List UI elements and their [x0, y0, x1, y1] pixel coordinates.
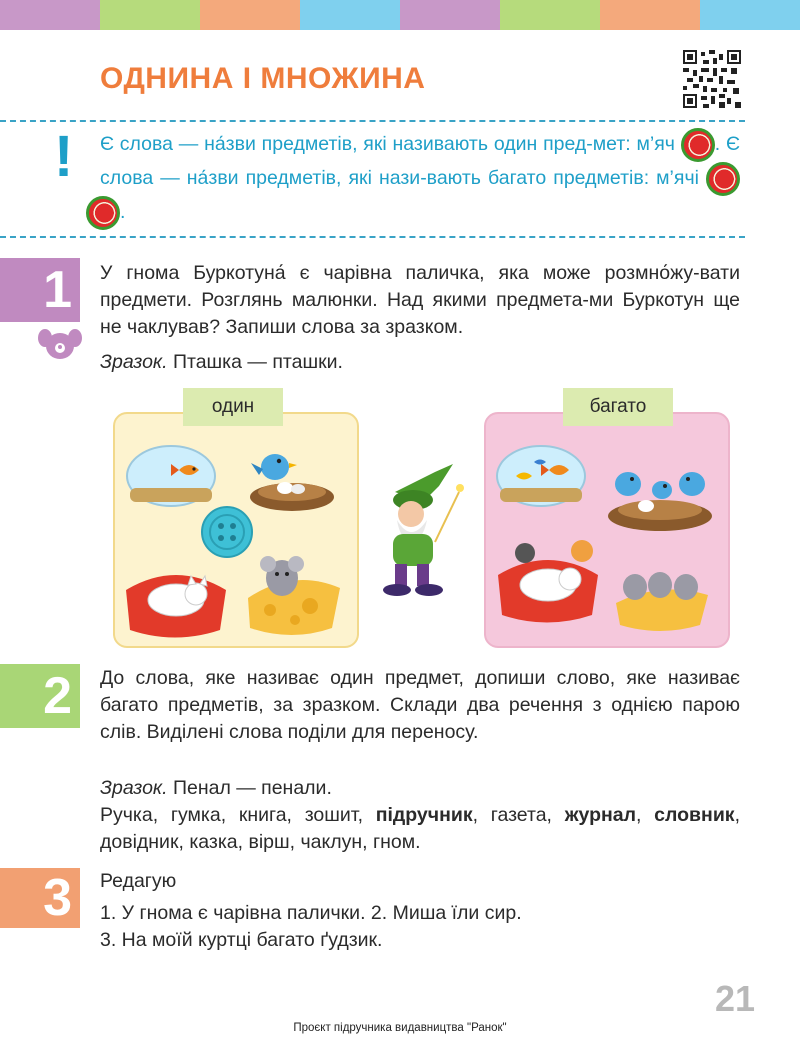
cats-pillow-icon [490, 535, 610, 625]
task2-words [100, 802, 740, 856]
footer-note: Проєкт підручника видавництва "Ранок" [293, 1022, 507, 1034]
color-stripe [100, 0, 200, 30]
task3-line1: 1. У гнома є чарівна палички. 2. Миша їли сир. [100, 902, 522, 924]
sample-label: Зразок. [100, 351, 168, 373]
highlighted-word: журнал [564, 804, 637, 826]
fishbowl-icon [494, 440, 589, 508]
task3-line2: 3. На моїй куртці багато ґудзик. [100, 929, 383, 951]
color-stripe [700, 0, 800, 30]
birds-nest-icon [600, 460, 720, 535]
word-text: , [636, 804, 655, 826]
rule-part3: . [120, 201, 126, 224]
exclamation-icon: ! [54, 124, 74, 189]
task3-heading: Редагую [100, 870, 177, 892]
page-number: 21 [714, 978, 755, 1019]
color-stripe [600, 0, 700, 30]
word-text: , газета, [472, 804, 565, 826]
ball-icon [706, 162, 740, 196]
ball-icon [681, 128, 715, 162]
color-stripe [0, 0, 100, 30]
mice-cheese-icon [610, 565, 715, 635]
rule-text [100, 128, 740, 230]
divider-bottom [0, 236, 745, 238]
page-title: ОДНИНА І МНОЖИНА [100, 62, 426, 95]
word-text: Ручка, гумка, книга, зошит, [100, 804, 376, 826]
task-number-1: 1 [0, 258, 80, 322]
task-number-2: 2 [0, 664, 80, 728]
word-text: , довідник, казка, вірш, чаклун, гном. [100, 804, 740, 853]
sample-text: Пенал — пенали. [167, 777, 332, 799]
cat-pillow-icon [118, 560, 233, 640]
bird-nest-icon [245, 445, 340, 515]
color-stripe [200, 0, 300, 30]
color-stripe [400, 0, 500, 30]
fishbowl-icon [124, 440, 219, 508]
top-color-bar [0, 0, 800, 30]
task-number-3: 3 [0, 868, 80, 928]
sample-label: Зразок. [100, 777, 168, 799]
highlighted-word: підручник [375, 804, 473, 826]
divider-top [0, 120, 745, 122]
task1-sample [100, 349, 740, 376]
rule-part1: Є слова — на́зви предметів, які називають один пред-мет: м’яч [100, 133, 675, 156]
task2-sample [100, 775, 740, 802]
ball-icon [86, 196, 120, 230]
task2-text: До слова, яке називає один предмет, допиши слово, яке називає багато предметів, за зразком. Склади два речення з однією парою слів. Виділені слова поділи для переносу. [100, 667, 740, 743]
sample-text: Пташка — пташки. [167, 351, 343, 373]
task1-text: У гнома Буркотуна́ є чарівна паличка, яка може розмно́жу-вати предмети. Розглянь малюнки. Над якими предмета-ми Буркотун ще не чаклував? Запиши слова за зразком. [100, 262, 740, 338]
highlighted-word: словник [654, 804, 735, 826]
color-stripe [500, 0, 600, 30]
qr-code-icon[interactable] [683, 50, 741, 108]
mouse-cheese-icon [240, 548, 345, 638]
gnome-wizard-icon [365, 462, 470, 604]
label-one: один [183, 388, 283, 426]
label-many: багато [563, 388, 673, 426]
rule-part2: . Є слова — на́зви предметів, які нази-вають багато предметів: м’ячі [100, 133, 740, 190]
dog-icon [38, 326, 82, 362]
color-stripe [300, 0, 400, 30]
